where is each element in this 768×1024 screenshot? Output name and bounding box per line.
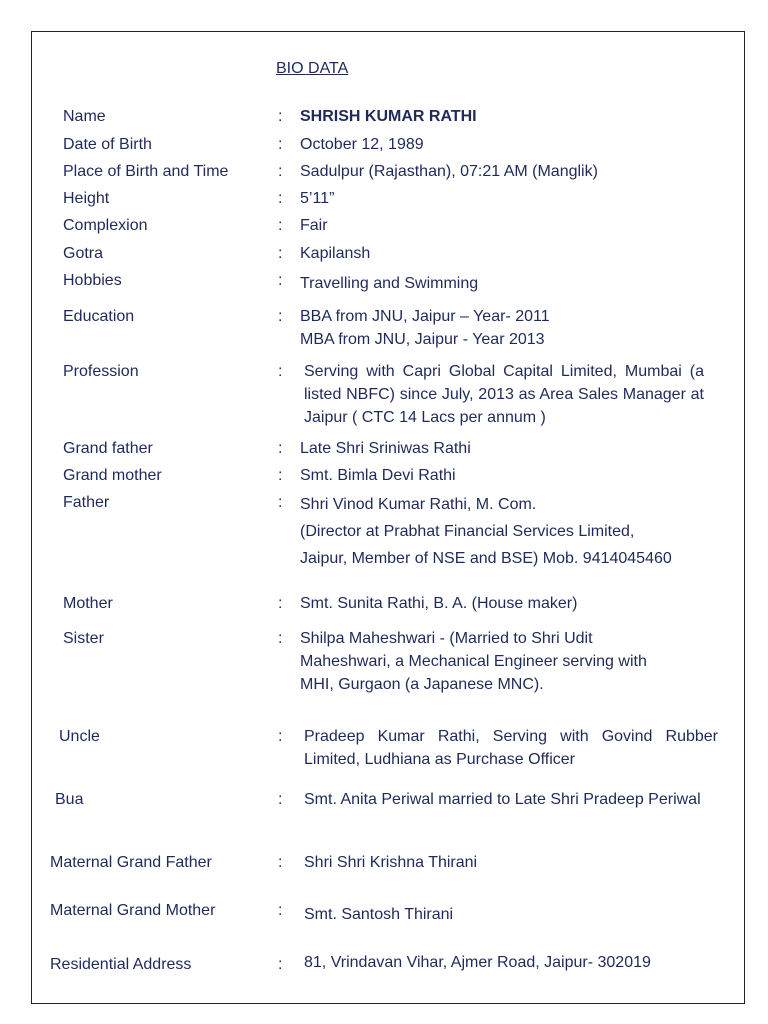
field-label-grandmother: Grand mother — [63, 467, 162, 484]
field-colon: : — [278, 630, 283, 647]
field-label-uncle: Uncle — [59, 728, 100, 745]
field-value-line: (Director at Prabhat Financial Services Limited, — [300, 523, 635, 540]
field-label-father: Father — [63, 494, 110, 511]
field-label-mother: Mother — [63, 595, 113, 612]
field-colon: : — [278, 467, 283, 484]
field-value-line: October 12, 1989 — [300, 136, 424, 153]
document-title: BIO DATA — [276, 60, 349, 77]
field-value-line: Kapilansh — [300, 245, 371, 262]
field-value-gotra — [300, 242, 370, 265]
field-value-hobbies — [300, 272, 478, 295]
field-label-profession: Profession — [63, 363, 139, 380]
field-value-line: Fair — [300, 217, 328, 234]
field-value-line: Shri Vinod Kumar Rathi, M. Com. — [300, 496, 537, 513]
field-colon: : — [278, 494, 283, 511]
field-value-line: Jaipur, Member of NSE and BSE) Mob. 9414045460 — [300, 550, 672, 567]
field-value-sister — [300, 627, 647, 696]
field-colon: : — [278, 108, 283, 125]
field-value-line: SHRISH KUMAR RATHI — [300, 108, 477, 125]
field-value-line: 5’11” — [300, 190, 335, 207]
field-value-dob — [300, 133, 424, 156]
field-colon: : — [278, 728, 283, 745]
field-value-complexion — [300, 214, 328, 237]
field-value-address — [304, 951, 651, 974]
field-label-grandfather: Grand father — [63, 440, 153, 457]
field-colon: : — [278, 854, 283, 871]
field-value-line: MBA from JNU, Jaipur - Year 2013 — [300, 331, 545, 348]
field-colon: : — [278, 595, 283, 612]
field-label-hobbies: Hobbies — [63, 272, 122, 289]
field-label-maternal-grandfather: Maternal Grand Father — [50, 854, 212, 871]
field-label-pob: Place of Birth and Time — [63, 163, 229, 180]
field-label-name: Name — [63, 108, 106, 125]
field-colon: : — [278, 902, 283, 919]
field-colon: : — [278, 163, 283, 180]
field-value-line: Maheshwari, a Mechanical Engineer serving with — [300, 653, 647, 670]
field-value-pob — [300, 160, 598, 183]
field-value-line: Shilpa Maheshwari - (Married to Shri Udit — [300, 630, 593, 647]
field-value-mother — [300, 592, 577, 615]
field-value-line: 81, Vrindavan Vihar, Ajmer Road, Jaipur- 302019 — [304, 954, 651, 971]
field-value-height — [300, 187, 334, 210]
field-value-line: Smt. Santosh Thirani — [304, 906, 454, 923]
field-value-line: BBA from JNU, Jaipur – Year- 2011 — [300, 308, 550, 325]
field-value-maternal-grandmother — [304, 903, 453, 926]
field-value-grandfather — [300, 437, 471, 460]
field-colon: : — [278, 136, 283, 153]
field-value-line: Late Shri Sriniwas Rathi — [300, 440, 471, 457]
field-value-education — [300, 305, 550, 351]
field-value-father — [300, 491, 672, 572]
field-value-name — [300, 105, 477, 128]
field-label-gotra: Gotra — [63, 245, 104, 262]
field-label-dob: Date of Birth — [63, 136, 152, 153]
field-value-line: Shri Shri Krishna Thirani — [304, 854, 478, 871]
field-label-complexion: Complexion — [63, 217, 148, 234]
field-value-uncle: Pradeep Kumar Rathi, Serving with Govind Rubber Limited, Ludhiana as Purchase Officer — [304, 728, 718, 768]
field-colon: : — [278, 272, 283, 289]
field-value-line: Smt. Bimla Devi Rathi — [300, 467, 456, 484]
field-label-maternal-grandmother: Maternal Grand Mother — [50, 902, 216, 919]
field-value-profession: Serving with Capri Global Capital Limited, Mumbai (a listed NBFC) since July, 2013 as Area Sales Manager at Jaipur ( CTC 14 Lacs per annum ) — [304, 363, 704, 426]
field-value-line: MHI, Gurgaon (a Japanese MNC). — [300, 676, 544, 693]
field-colon: : — [278, 217, 283, 234]
field-label-height: Height — [63, 190, 110, 207]
field-label-sister: Sister — [63, 630, 104, 647]
field-colon: : — [278, 308, 283, 325]
field-colon: : — [278, 245, 283, 262]
field-value-bua: Smt. Anita Periwal married to Late Shri Pradeep Periwal — [304, 791, 701, 808]
field-value-grandmother — [300, 464, 456, 487]
field-label-education: Education — [63, 308, 135, 325]
field-colon: : — [278, 190, 283, 207]
field-colon: : — [278, 791, 283, 808]
field-value-line: Smt. Sunita Rathi, B. A. (House maker) — [300, 595, 578, 612]
field-label-address: Residential Address — [50, 956, 192, 973]
field-value-line: Travelling and Swimming — [300, 275, 479, 292]
field-colon: : — [278, 956, 283, 973]
field-value-maternal-grandfather — [304, 851, 477, 874]
field-colon: : — [278, 440, 283, 457]
field-label-bua: Bua — [55, 791, 84, 808]
field-value-line: Sadulpur (Rajasthan), 07:21 AM (Manglik) — [300, 163, 598, 180]
field-colon: : — [278, 363, 283, 380]
